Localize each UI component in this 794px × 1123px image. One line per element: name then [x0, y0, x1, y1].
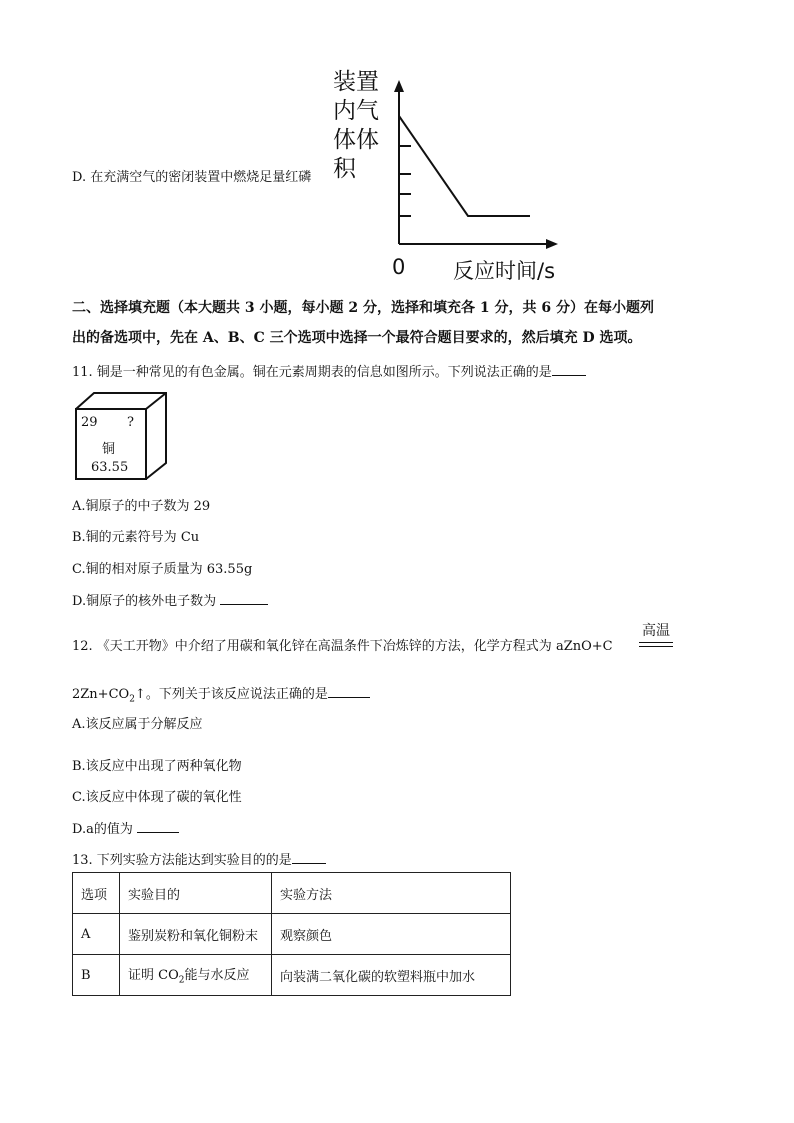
ylabel-line: 体体	[333, 127, 379, 153]
graph-xlabel: 反应时间/s	[453, 259, 556, 283]
option-cell: B	[73, 955, 120, 996]
q11-option-d	[72, 590, 268, 609]
q11-option-b: B.铜的元素符号为 Cu	[72, 530, 200, 545]
answer-blank	[137, 820, 179, 833]
table-row	[73, 914, 511, 955]
element-symbol: ?	[127, 415, 134, 430]
eq-suffix: ↑。下列关于该反应说法正确的是	[134, 687, 328, 702]
header-cell: 实验目的	[120, 873, 272, 914]
purpose-cell: 鉴别炭粉和氧化铜粉末	[120, 914, 272, 955]
eq-subscript: 2	[129, 694, 135, 705]
q13-stem	[72, 849, 326, 868]
answer-blank	[552, 363, 586, 376]
q12-option-d-text: D.a的值为	[72, 822, 133, 837]
option-d-text: D. 在充满空气的密闭装置中燃烧足量红磷	[72, 170, 312, 185]
graph-axes	[330, 66, 590, 286]
q12-option-a: A.该反应属于分解反应	[72, 717, 203, 732]
purpose-subscript: 2	[178, 975, 185, 986]
table-row	[73, 955, 511, 996]
purpose-prefix: 证明 CO	[128, 968, 179, 984]
section-heading-line1: 二、选择填充题（本大题共 3 小题，每小题 2 分，选择和填充各 1 分，共 6 分）在每小题列	[72, 300, 654, 316]
q12-equation-line	[72, 683, 370, 705]
table-header-row	[73, 873, 511, 914]
method-cell: 观察颜色	[272, 914, 511, 955]
equals-line-top	[639, 642, 673, 643]
experiment-table	[72, 872, 511, 996]
volume-time-graph	[330, 66, 590, 286]
answer-blank	[220, 592, 268, 605]
purpose-suffix: 能与水反应	[184, 968, 250, 984]
answer-blank	[328, 685, 370, 698]
ylabel-line: 装置	[333, 69, 379, 95]
method-cell: 向装满二氧化碳的软塑料瓶中加水	[272, 955, 511, 996]
y-axis-arrow	[394, 80, 404, 92]
element-cube	[70, 388, 180, 484]
graph-origin: 0	[392, 255, 406, 279]
atomic-mass: 63.55	[91, 460, 129, 475]
equals-line-bottom	[639, 646, 673, 647]
q11-stem	[72, 361, 586, 380]
q11-option-c: C.铜的相对原子质量为 63.55g	[72, 562, 253, 577]
header-cell: 实验方法	[272, 873, 511, 914]
reaction-condition	[639, 620, 673, 647]
q12-stem: 12. 《天工开物》中介绍了用碳和氧化锌在高温条件下冶炼锌的方法，化学方程式为 aZnO+C	[72, 639, 613, 654]
q12-option-b: B.该反应中出现了两种氧化物	[72, 759, 242, 774]
eq-prefix: 2Zn+CO	[72, 687, 130, 702]
q11-option-d-text: D.铜原子的核外电子数为	[72, 594, 217, 609]
purpose-cell	[120, 955, 272, 996]
ylabel-line: 内气	[333, 98, 379, 124]
q11-stem-text: 11. 铜是一种常见的有色金属。铜在元素周期表的信息如图所示。下列说法正确的是	[72, 365, 552, 380]
option-cell: A	[73, 914, 120, 955]
atomic-number: 29	[81, 415, 98, 430]
q11-option-a: A.铜原子的中子数为 29	[72, 499, 211, 514]
condition-text: 高温	[642, 623, 670, 639]
q12-option-d	[72, 818, 179, 837]
q13-stem-text: 13. 下列实验方法能达到实验目的的是	[72, 853, 292, 868]
q12-option-c: C.该反应中体现了碳的氧化性	[72, 790, 242, 805]
element-name: 铜	[102, 442, 116, 457]
header-cell: 选项	[73, 873, 120, 914]
section-heading-line2: 出的备选项中，先在 A、B、C 三个选项中选择一个最符合题目要求的，然后填充 D 选项。	[72, 330, 642, 346]
ylabel-line: 积	[333, 156, 356, 182]
x-axis-arrow	[546, 239, 558, 249]
volume-curve	[399, 116, 530, 216]
answer-blank	[292, 851, 326, 864]
